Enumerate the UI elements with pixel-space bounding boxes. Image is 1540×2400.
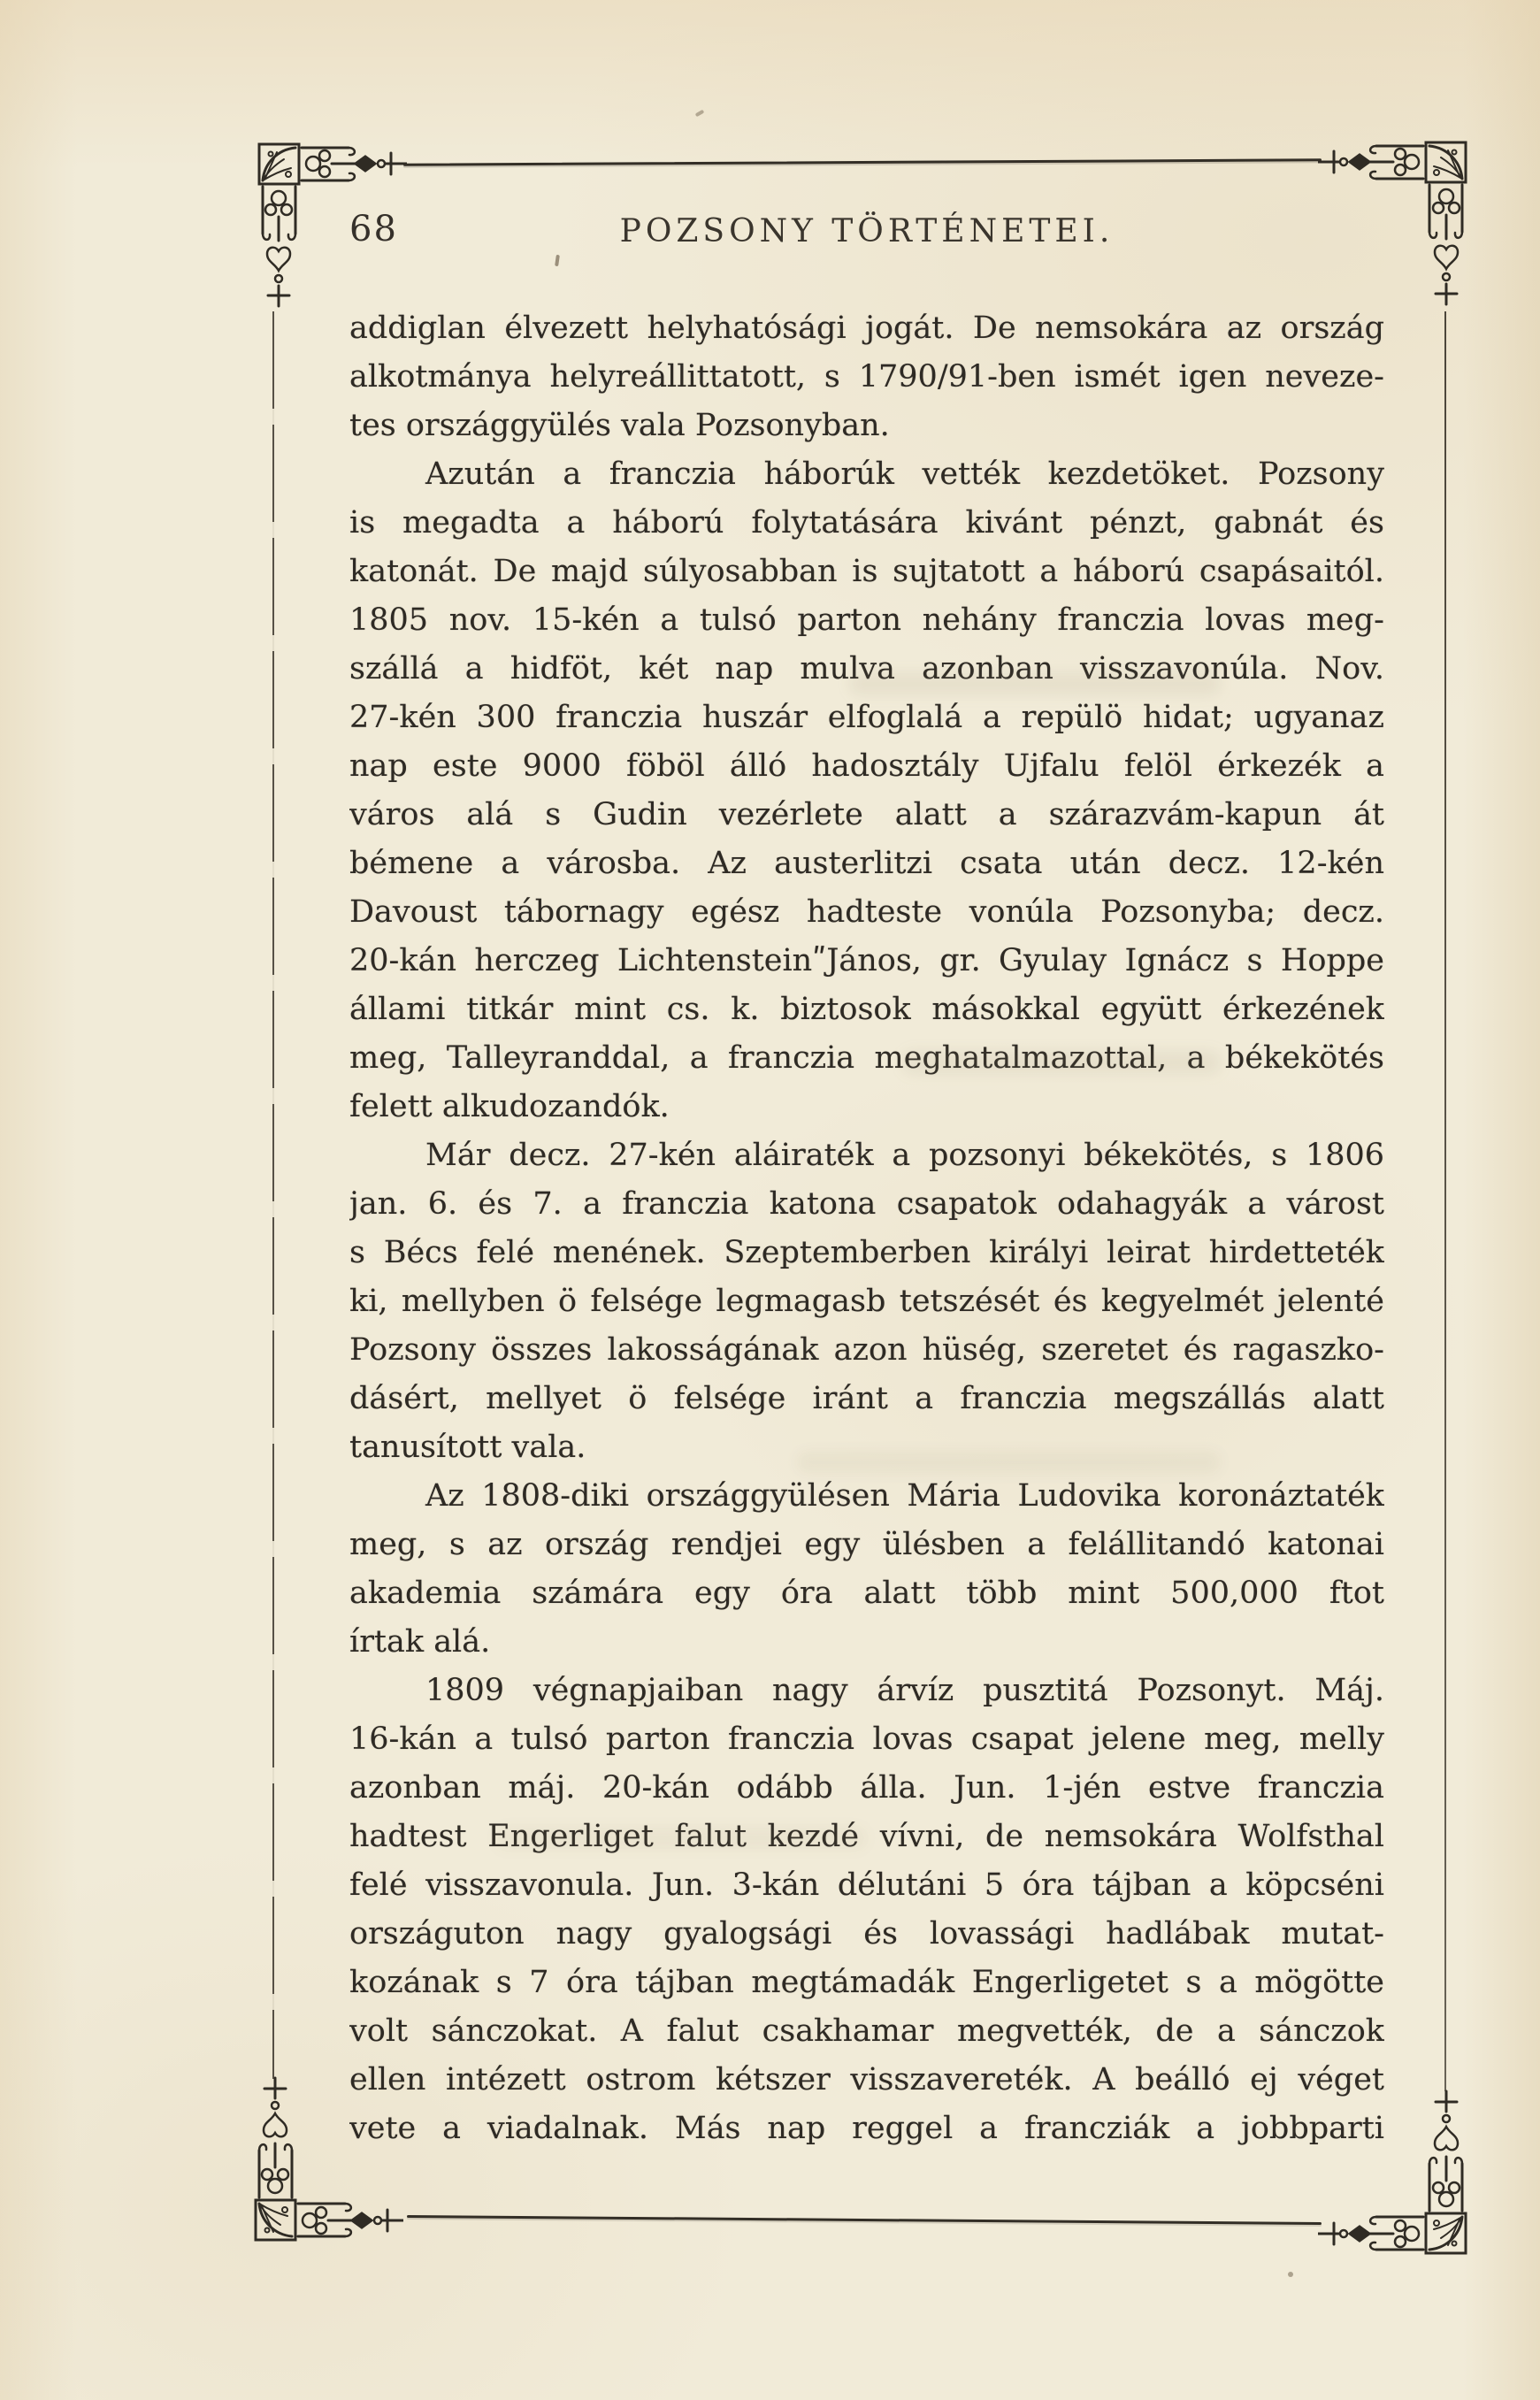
text-line: katonát. De majd súlyosabban is sujtatott a háború csapásaitól. [349, 554, 1384, 589]
text-line: 27-kén 300 franczia huszár elfoglalá a repülö hidat; ugyanaz [349, 700, 1384, 735]
show-through-ghost [796, 1451, 1221, 1474]
text-line: Már decz. 27-kén aláiraték a pozsonyi békekötés, s 1806 [425, 1138, 1384, 1173]
text-line: állami titkár mint cs. k. biztosok másokkal együtt érkezének [349, 992, 1384, 1027]
text-line: 1809 végnapjaiban nagy árvíz pusztitá Pozsonyt. Máj. [425, 1673, 1384, 1708]
show-through-ghost [495, 1827, 867, 1850]
text-line: addiglan élvezett helyhatósági jogát. De nemsokára az ország [349, 311, 1384, 346]
text-line: felett alkudozandók. [349, 1089, 670, 1124]
text-line: bémene a városba. Az austerlitzi csata után decz. 12-kén [349, 846, 1384, 881]
text-line: vete a viadalnak. Más nap reggel a francziák a jobbparti [349, 2111, 1384, 2146]
text-line: 16-kán a tulsó parton franczia lovas csapat jelene meg, melly [349, 1721, 1384, 1757]
text-line: akademia számára egy óra alatt több mint 500,000 ftot [349, 1576, 1384, 1611]
text-line: szállá a hidföt, két nap mulva azonban visszavonúla. Nov. [349, 651, 1384, 686]
paragraph [349, 1667, 1384, 2153]
running-title: POZSONY TÖRTÉNETEI. [619, 213, 1115, 249]
text-line: országuton nagy gyalogsági és lovassági hadlábak mutat- [349, 1916, 1384, 1951]
text-line: jan. 6. és 7. a franczia katona csapatok odahagyák a várost [349, 1186, 1384, 1222]
text-line: város alá s Gudin vezérlete alatt a szárazvám-kapun át [349, 797, 1384, 832]
text-line: írtak alá. [349, 1624, 491, 1660]
text-line: kozának s 7 óra tájban megtámadák Engerligetet s a mögötte [349, 1965, 1384, 2000]
text-line: tes országgyülés vala Pozsonyban. [349, 408, 890, 443]
text-line: azonban máj. 20-kán odább álla. Jun. 1-jén estve franczia [349, 1770, 1384, 1806]
text-line: alkotmánya helyreállittatott, s 1790/91-ben ismét igen neveze- [349, 359, 1384, 395]
text-line: tanusított vala. [349, 1430, 586, 1465]
text-line: Davoust tábornagy egész hadteste vonúla Pozsonyba; decz. [349, 894, 1384, 930]
text-line: ellen intézett ostrom kétszer visszavereték. A beálló ej véget [349, 2062, 1384, 2097]
text-line: is megadta a háború folytatására kivánt pénzt, gabnát és [349, 505, 1384, 541]
text-line: meg, Talleyranddal, a franczia meghatalmazottal, a békekötés [349, 1040, 1384, 1076]
text-line: meg, s az ország rendjei egy ülésben a felállitandó katonai [349, 1527, 1384, 1562]
bottom-border-rule [407, 2215, 1322, 2225]
text-line: ki, mellyben ö felsége legmagasb tetszését és kegyelmét jelenté [349, 1284, 1384, 1319]
text-line: dásért, mellyet ö felsége iránt a franczia megszállás alatt [349, 1381, 1384, 1416]
paragraph [349, 1472, 1384, 1667]
show-through-ghost [849, 672, 1221, 695]
left-border-line [272, 311, 274, 2079]
text-block [349, 304, 1384, 2153]
scan-speck [1288, 2272, 1293, 2277]
text-line: s Bécs felé menének. Szeptemberben királyi leirat hirdetteték [349, 1235, 1384, 1270]
text-line: Az 1808-diki országgyülésen Mária Ludovika koronáztaték [425, 1478, 1384, 1514]
text-line: hadtest Engerliget falut kezdé vívni, de nemsokára Wolfsthal [349, 1819, 1384, 1854]
text-line: 1805 nov. 15-kén a tulsó parton nehány franczia lovas meg- [349, 602, 1384, 638]
text-line: 20-kán herczeg LichtensteinʺJános, gr. Gyulay Ignácz s Hoppe [349, 943, 1384, 978]
paragraph [349, 304, 1384, 450]
paragraph [349, 1131, 1384, 1472]
right-border-line [1444, 311, 1446, 2091]
show-through-ghost [902, 1051, 1221, 1074]
text-line: nap este 9000 föböl álló hadosztály Ujfalu felöl érkezék a [349, 748, 1384, 784]
text-line: felé visszavonula. Jun. 3-kán délutáni 5 óra tájban a köpcséni [349, 1867, 1384, 1903]
text-line: volt sánczokat. A falut csakhamar megvették, de a sánczok [349, 2013, 1384, 2049]
page-number: 68 [349, 209, 398, 249]
text-line: Pozsony összes lakosságának azon hüség, szeretet és ragaszko- [349, 1332, 1384, 1368]
paragraph [349, 450, 1384, 1131]
text-line: Azután a franczia háborúk vették kezdetöket. Pozsony [425, 456, 1384, 492]
top-border-rule [403, 158, 1322, 165]
